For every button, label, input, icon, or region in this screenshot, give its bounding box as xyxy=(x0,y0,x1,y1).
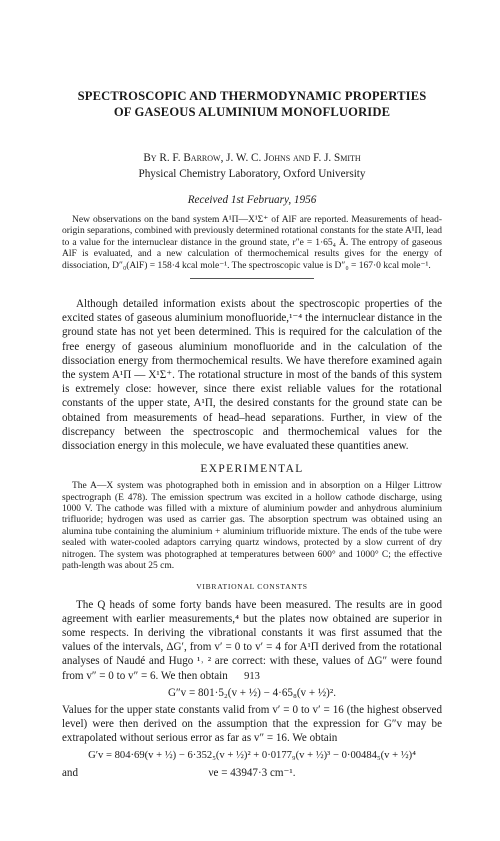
page-number: 913 xyxy=(244,671,260,682)
experimental-section xyxy=(62,481,442,572)
introduction-text: Although detailed information exists about the spectroscopic properties of the excited states of gaseous aluminium monofluoride,¹⁻⁴ the internuclear distance in the ground state has not yet been determined. This is required for the calculation of the free energy of gaseous aluminium monofluoride and in the calculation of the dissociation energy from thermochemical results. We have therefore examined again the system A¹Π — X¹Σ⁺. The rotational structure in most of the bands of this system is extremely close: however, since there exist reliable values for the rotational constants of the upper state, A¹Π, the desired constants for the ground state can be obtained from measurements of head–head separations. Further, in view of the discrepancy between the spectroscopic and thermochemical values for the dissociation energy in this molecule, we have evaluated these quantities anew. xyxy=(62,298,442,453)
vibrational-text-continued: Values for the upper state constants valid from v′ = 0 to v′ = 16 (the highest observed level) were then derived on the assumption that the expression for G″v may be extrapolated without serious error as far as v″ = 16. We obtain xyxy=(62,703,442,745)
vibrational-text: The Q heads of some forty bands have been measured. The results are in good agreement with earlier measurements,⁴ but the plates now obtained are superior in some respects. In deriving the vibrational constants it was first assumed that the values of the intervals, ΔG′, from v′ = 0 to v′ = 4 for A¹Π derived from the rotational analyses of Naudé and Hugo ¹˒ ² are correct: with these, values of ΔG″ were found from v″ = 0 to v″ = 6. We then obtain xyxy=(62,598,442,682)
by-label: By xyxy=(143,152,157,164)
author-line xyxy=(62,151,442,165)
authors: R. F. Barrow, J. W. C. Johns and F. J. Smith xyxy=(159,152,361,164)
and-label: and xyxy=(62,766,79,779)
equation-row-nu xyxy=(62,766,442,781)
article-title xyxy=(62,88,442,120)
abstract-text: New observations on the band system A¹Π—X¹Σ⁺ of AlF are reported. Measurements of head-origin separations, combined with previously determined rotational constants for the state A¹Π, lead to a value for the internuclear distance in the ground state, r″e = 1·65₄ Å. The entropy of gaseous AlF is evaluated, and a new calculation of thermochemical results gives for the energy of dissociation, D″₀(AlF) = 158·4 kcal mole⁻¹. The spectroscopic value is D″₀ = 167·0 kcal mole⁻¹. xyxy=(62,215,442,271)
equation-upper-state: G′v = 804·69(v + ½) − 6·352₅(v + ½)² + 0·0177₉(v + ½)³ − 0·00484₅(v + ½)⁴ xyxy=(88,749,416,761)
vibrational-constants-heading: VIBRATIONAL CONSTANTS xyxy=(196,581,308,591)
experimental-heading: EXPERIMENTAL xyxy=(200,463,304,476)
equation-nu-e: νe = 43947·3 cm⁻¹. xyxy=(208,766,296,779)
abstract xyxy=(62,215,442,272)
received-date: Received 1st February, 1956 xyxy=(187,194,317,206)
experimental-text: The A—X system was photographed both in emission and in absorption on a Hilger Littrow spectrograph (E 478). The emission spectrum was excited in a hollow cathode discharge, using 1000 V. The cathode was filled with a mixture of aluminium powder and anhydrous aluminium trifluoride; hydrogen was used as carrier gas. The absorption spectrum was obtained using an alumina tube containing the aluminium + aluminium trifluoride mixture. The ends of the tube were sealed with water-cooled adaptors carrying quartz windows, protected by a slow current of dry nitrogen. The system was photographed at temperatures between 600° and 1000° C; the effective path-length was about 25 cm. xyxy=(62,481,442,572)
title-line-2: OF GASEOUS ALUMINIUM MONOFLUORIDE xyxy=(113,105,391,119)
affiliation: Physical Chemistry Laboratory, Oxford University xyxy=(138,168,366,180)
introduction xyxy=(62,297,442,453)
title-line-1: SPECTROSCOPIC AND THERMODYNAMIC PROPERTIES xyxy=(77,89,427,103)
equation-ground-state: G″v = 801·5₂(v + ½) − 4·65₈(v + ½)². xyxy=(168,686,336,699)
abstract-divider xyxy=(190,278,314,279)
article xyxy=(62,88,442,781)
vibrational-section xyxy=(62,598,442,781)
